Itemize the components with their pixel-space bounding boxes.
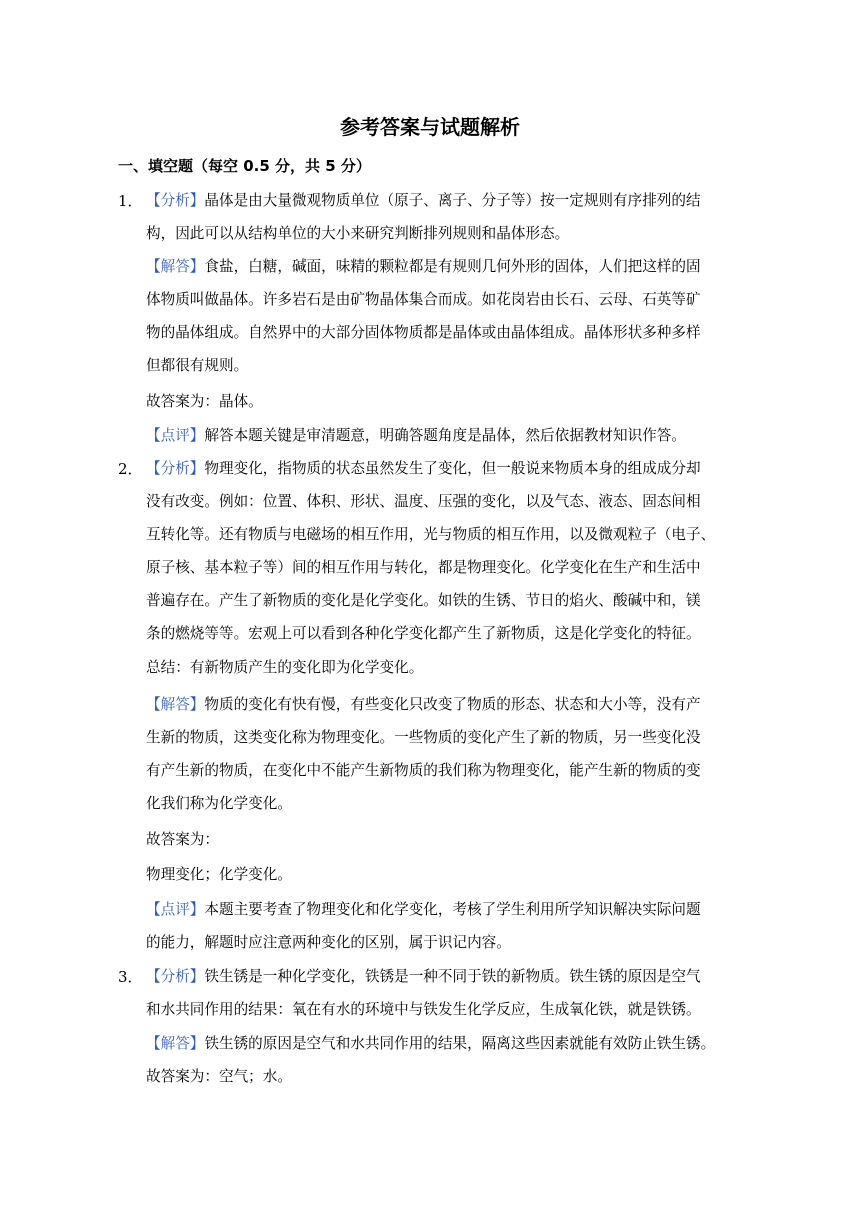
q2-analysis-text-3: 互转化等。还有物质与电磁场的相互作用，光与物质的相互作用，以及微观粒子（电子、 [146,526,716,543]
q2-final-answer-label: 故答案为： [146,831,219,848]
q2-comment-text-2: 的能力，解题时应注意两种变化的区别，属于识记内容。 [146,934,511,951]
q3-analysis-line [146,964,701,990]
q2-analysis-text-5: 普遍存在。产生了新物质的变化是化学变化。如铁的生锈、节日的焰火、酸碱中和，镁 [146,592,701,609]
q2-comment-text-1: 本题主要考查了物理变化和化学变化，考核了学生利用所学知识解决实际问题 [204,901,701,918]
q2-answer-line [146,692,701,718]
q1-answer-text-3: 物的晶体组成。自然界中的大部分固体物质都是晶体或由晶体组成。晶体形状多种多样 [146,324,701,341]
comment-tag: 【点评】 [146,427,205,444]
q3-analysis-text-2: 和水共同作用的结果：氧在有水的环境中与铁发生化学反应，生成氧化铁，就是铁锈。 [146,1001,701,1018]
q1-final-answer: 故答案为：晶体。 [146,393,263,410]
section-heading-fill-in-blank: 一、填空题（每空 0.5 分，共 5 分） [118,157,371,175]
analysis-tag: 【分析】 [146,968,205,985]
q3-answer-text-1: 铁生锈的原因是空气和水共同作用的结果，隔离这些因素就能有效防止铁生锈。 [204,1035,716,1052]
q1-analysis-text-2: 构，因此可以从结构单位的大小来研究判断排列规则和晶体形态。 [146,225,570,242]
answer-tag: 【解答】 [146,696,205,713]
q1-comment-line [146,423,686,449]
q1-analysis-line [146,188,701,214]
analysis-tag: 【分析】 [146,460,205,477]
answer-tag: 【解答】 [146,1035,205,1052]
comment-tag: 【点评】 [146,901,205,918]
q2-answer-text-4: 化我们称为化学变化。 [146,795,292,812]
answer-tag: 【解答】 [146,258,205,275]
q1-analysis-text-1: 晶体是由大量微观物质单位（原子、离子、分子等）按一定规则有序排列的结 [204,192,701,209]
q2-comment-line [146,897,701,923]
q1-comment-text-1: 解答本题关键是审清题意，明确答题角度是晶体，然后依据教材知识作答。 [204,427,686,444]
q3-analysis-text-1: 铁生锈是一种化学变化，铁锈是一种不同于铁的新物质。铁生锈的原因是空气 [204,968,701,985]
q2-analysis-text-4: 原子核、基本粒子等）间的相互作用与转化，都是物理变化。化学变化在生产和生活中 [146,559,701,576]
q2-analysis-text-7: 总结：有新物质产生的变化即为化学变化。 [146,659,424,676]
question-number-1: 1． [118,192,143,210]
q2-answer-text-3: 有产生新的物质，在变化中不能产生新物质的我们称为物理变化，能产生新的物质的变 [146,762,701,779]
q1-answer-text-1: 食盐，白糖，碱面，味精的颗粒都是有规则几何外形的固体，人们把这样的固 [204,258,701,275]
q1-answer-text-4: 但都很有规则。 [146,357,249,374]
question-number-2: 2． [118,460,143,478]
q2-analysis-line [146,456,701,482]
q2-answer-text-2: 生新的物质，这类变化称为物理变化。一些物质的变化产生了新的物质，另一些变化没 [146,729,701,746]
q2-analysis-text-6: 条的燃烧等等。宏观上可以看到各种化学变化都产生了新物质，这是化学变化的特征。 [146,625,701,642]
q2-answer-text-1: 物质的变化有快有慢，有些变化只改变了物质的形态、状态和大小等，没有产 [204,696,701,713]
page-title: 参考答案与试题解析 [340,115,520,139]
question-number-3: 3． [118,968,143,986]
q2-final-answer: 物理变化；化学变化。 [146,866,292,883]
q3-final-answer: 故答案为：空气；水。 [146,1068,292,1085]
q1-answer-line [146,254,701,280]
q3-answer-line [146,1031,715,1057]
q2-analysis-text-2: 没有改变。例如：位置、体积、形状、温度、压强的变化，以及气态、液态、固态间相 [146,493,701,510]
analysis-tag: 【分析】 [146,192,205,209]
q2-analysis-text-1: 物理变化，指物质的状态虽然发生了变化，但一般说来物质本身的组成成分却 [204,460,701,477]
q1-answer-text-2: 体物质叫做晶体。许多岩石是由矿物晶体集合而成。如花岗岩由长石、云母、石英等矿 [146,291,701,308]
